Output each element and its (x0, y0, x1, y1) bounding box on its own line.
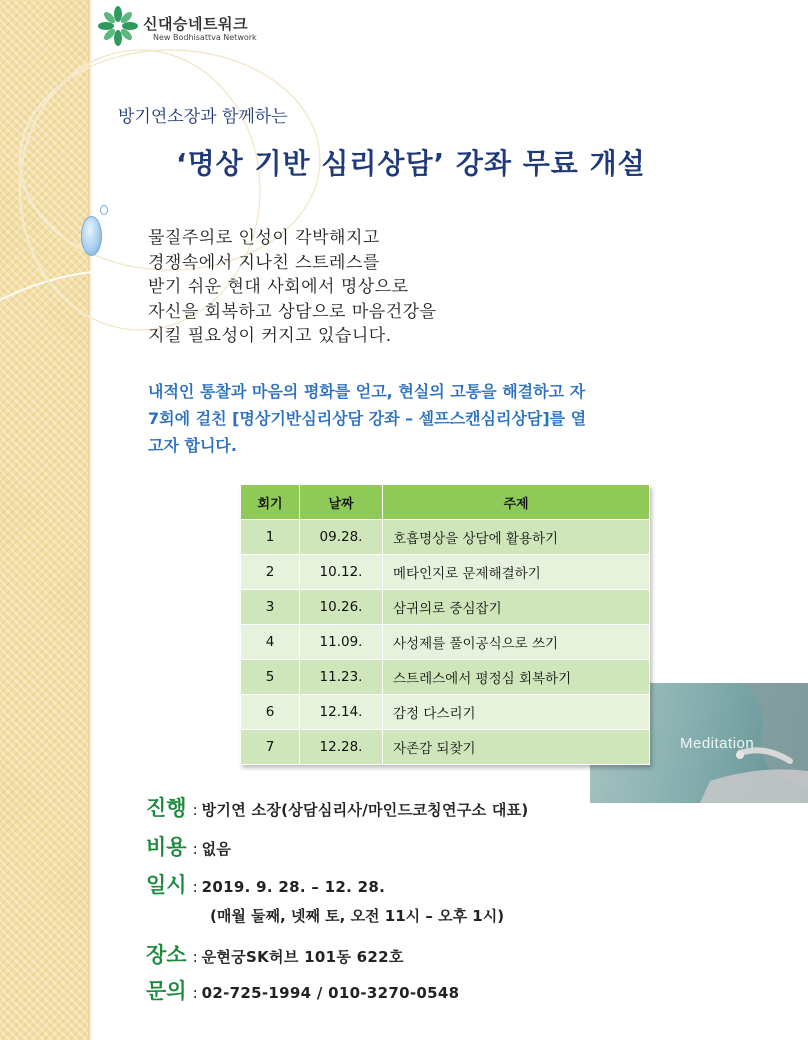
session-number: 7 (241, 730, 300, 765)
decorative-oval (81, 216, 102, 256)
session-date: 12.14. (300, 695, 383, 730)
column-header-session: 회기 (241, 485, 300, 520)
session-date: 11.09. (300, 625, 383, 660)
purpose-line: 고자 합니다. (148, 436, 237, 455)
info-contact (146, 975, 746, 1005)
session-number: 4 (241, 625, 300, 660)
intro-line: 지킬 필요성이 커지고 있습니다. (148, 326, 392, 346)
table-row (241, 625, 650, 660)
session-topic: 삼귀의로 중심잡기 (383, 590, 650, 625)
purpose-paragraph (148, 378, 738, 459)
info-colon: : (192, 840, 198, 858)
meditation-label: Meditation (680, 735, 755, 752)
session-topic: 자존감 되찾기 (383, 730, 650, 765)
info-contact-label: 문의 (146, 979, 187, 1003)
decorative-band-edge (88, 0, 92, 1040)
table-row (241, 730, 650, 765)
session-date: 10.12. (300, 555, 383, 590)
session-topic: 호흡명상을 상담에 활용하기 (383, 520, 650, 555)
session-date: 09.28. (300, 520, 383, 555)
column-header-topic: 주제 (383, 485, 650, 520)
table-row (241, 660, 650, 695)
session-topic: 감정 다스리기 (383, 695, 650, 730)
session-date: 11.23. (300, 660, 383, 695)
table-row (241, 590, 650, 625)
session-topic: 사성제를 풀이공식으로 쓰기 (383, 625, 650, 660)
info-colon: : (192, 948, 198, 966)
table-row (241, 555, 650, 590)
info-fee (146, 831, 746, 861)
intro-line: 경쟁속에서 지나친 스트레스를 (148, 252, 380, 273)
info-date-value: 2019. 9. 28. – 12. 28. (201, 878, 386, 896)
info-date (146, 869, 746, 899)
logo-name-english: New Bodhisattva Network (153, 33, 257, 42)
info-contact-value: 02-725-1994 / 010-3270-0548 (201, 984, 460, 1002)
info-fee-value: 없음 (201, 840, 232, 858)
decorative-left-band (0, 0, 88, 1040)
session-number: 2 (241, 555, 300, 590)
info-date-label: 일시 (146, 873, 187, 897)
info-place-value: 운현궁SK허브 101동 622호 (201, 948, 404, 966)
purpose-line: 내적인 통찰과 마음의 평화를 얻고, 현실의 고통을 해결하고 자 (148, 382, 586, 401)
schedule-table (240, 484, 650, 765)
info-fee-label: 비용 (146, 835, 187, 859)
table-row (241, 520, 650, 555)
session-number: 1 (241, 520, 300, 555)
info-host (146, 792, 746, 822)
column-header-date: 날짜 (300, 485, 383, 520)
session-topic: 메타인지로 문제해결하기 (383, 555, 650, 590)
page-title: ‘명상 기반 심리상담’ 강좌 무료 개설 (176, 147, 646, 180)
session-date: 10.26. (300, 590, 383, 625)
table-header-row (241, 485, 650, 520)
info-colon: : (192, 801, 198, 819)
info-host-label: 진행 (146, 796, 187, 820)
info-place-label: 장소 (146, 943, 187, 967)
session-number: 6 (241, 695, 300, 730)
logo-name-korean: 신대승네트워크 (143, 15, 248, 33)
session-number: 3 (241, 590, 300, 625)
session-topic: 스트레스에서 평정심 회복하기 (383, 660, 650, 695)
info-host-value: 방기연 소장(상담심리사/마인드코칭연구소 대표) (201, 801, 529, 819)
purpose-line: 7회에 걸친 [명상기반심리상담 강좌 – 셀프스캔심리상담]를 열 (148, 409, 587, 428)
table-row (241, 695, 650, 730)
intro-line: 받기 쉬운 현대 사회에서 명상으로 (148, 277, 409, 297)
intro-line: 물질주의로 인성이 각박해지고 (148, 228, 380, 248)
organization-logo (97, 5, 257, 47)
intro-paragraph (148, 226, 568, 349)
session-number: 5 (241, 660, 300, 695)
decorative-dot (100, 205, 108, 215)
session-date: 12.28. (300, 730, 383, 765)
info-date-detail: (매월 둘째, 넷째 토, 오전 11시 – 오후 1시) (210, 907, 505, 925)
info-place (146, 939, 746, 969)
page-subtitle: 방기연소장과 함께하는 (118, 107, 288, 127)
lotus-logo-icon (97, 5, 139, 47)
intro-line: 자신을 회복하고 상담으로 마음건강을 (148, 301, 437, 322)
info-colon: : (192, 984, 198, 1002)
info-colon: : (192, 878, 198, 896)
